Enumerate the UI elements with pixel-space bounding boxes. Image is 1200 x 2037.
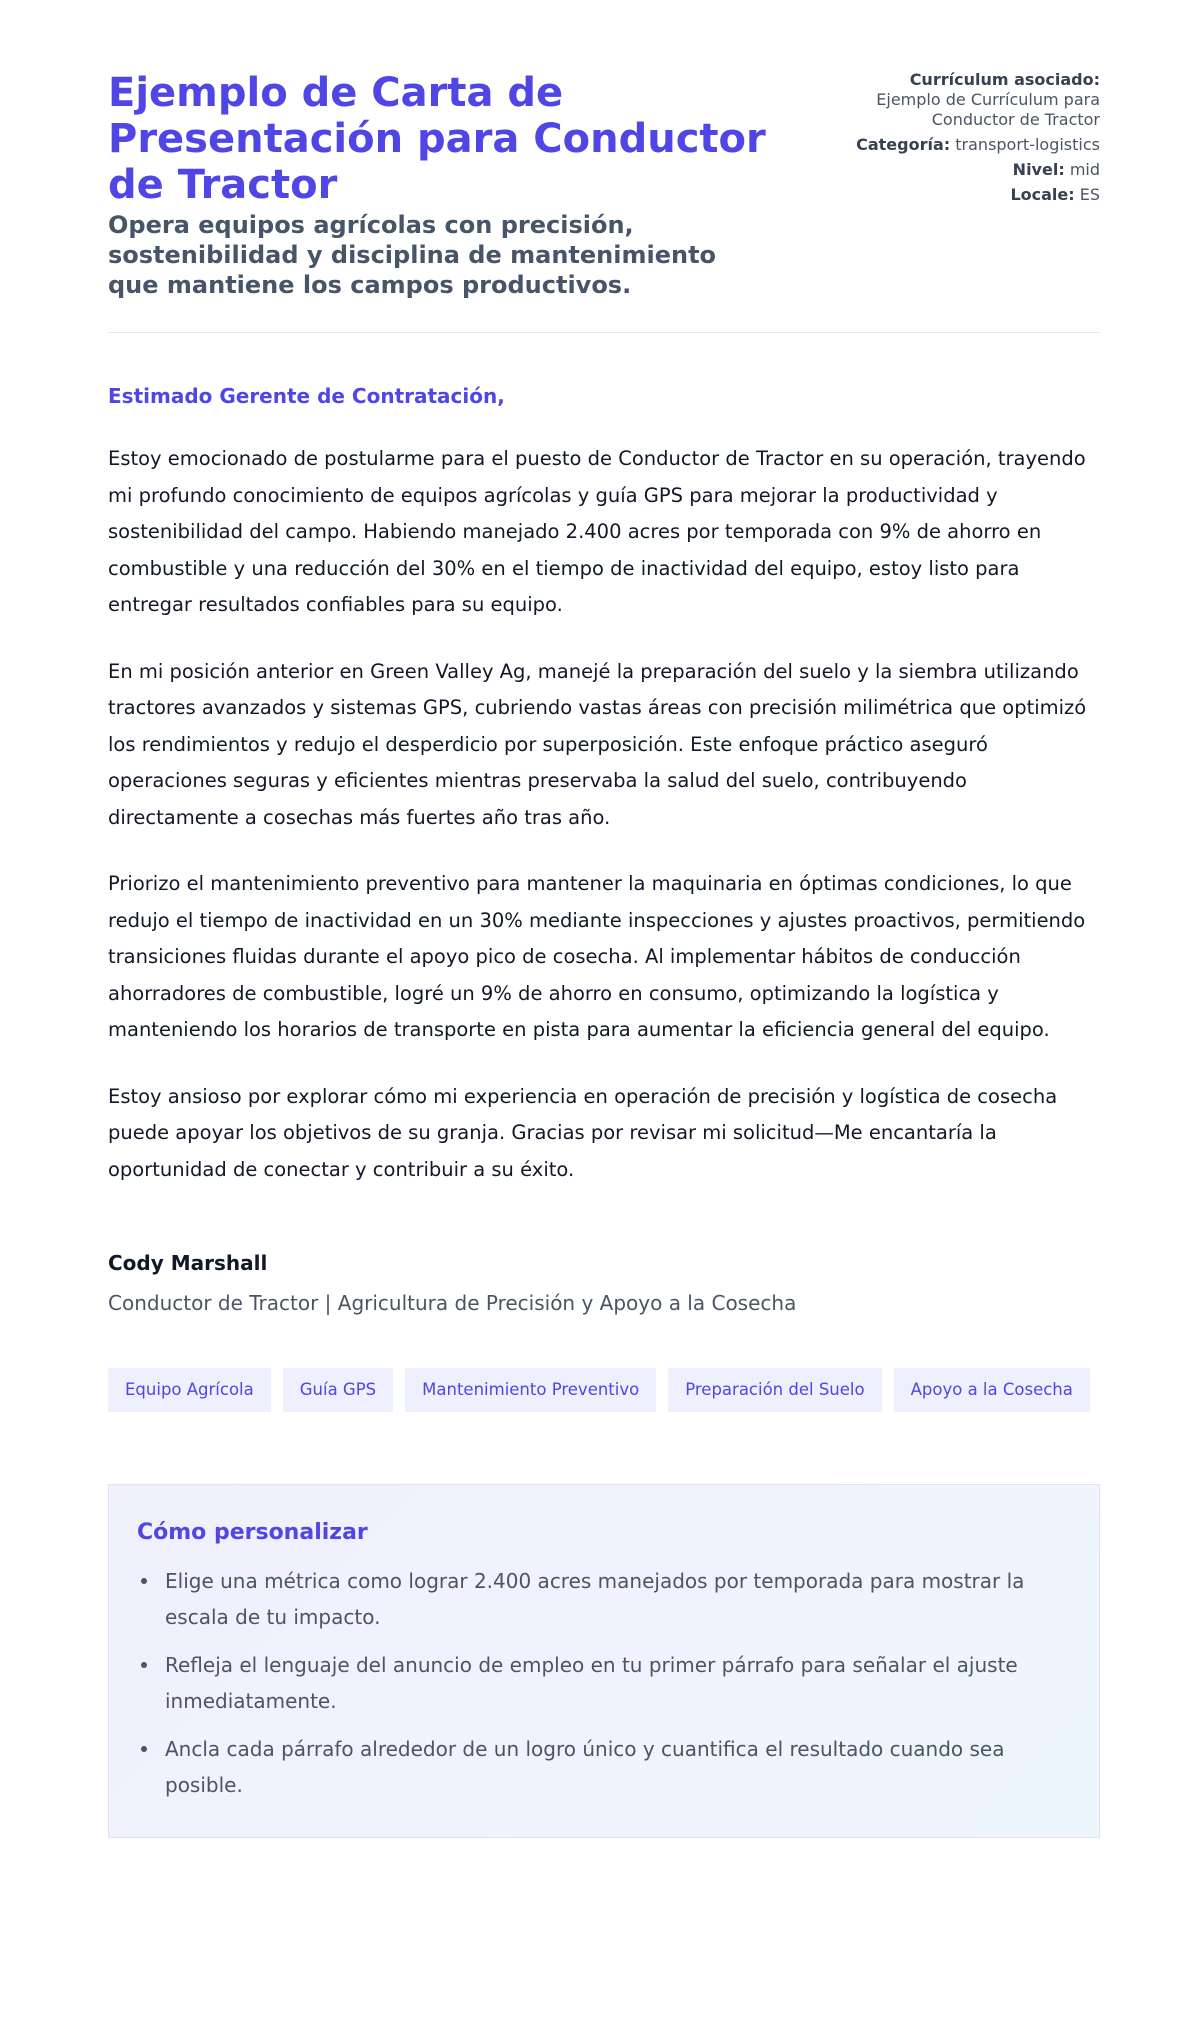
header [108, 0, 1100, 333]
meta-category-value: transport-logistics [955, 135, 1100, 154]
meta-category-label: Categoría: [856, 135, 951, 154]
letter-body [108, 383, 1100, 1316]
tips-list [137, 1563, 1071, 1803]
meta-level-value: mid [1069, 160, 1100, 179]
cover-letter [108, 0, 1100, 1838]
meta-panel [840, 70, 1100, 332]
signature-name: Cody Marshall [108, 1251, 268, 1275]
header-left [108, 70, 768, 332]
letter-greeting: Estimado Gerente de Contratación, [108, 384, 505, 408]
meta-resume [840, 70, 1100, 130]
meta-locale-value: ES [1079, 185, 1100, 204]
skill-tags [108, 1368, 1100, 1412]
letter-paragraph-4: Estoy ansioso por explorar cómo mi experiencia en operación de precisión y logística de cosecha puede apoyar los objetivos de su granja. Gracias por revisar mi solicitud—Me encantaría la oportunidad de conectar y contribuir a su éxito. [108, 1084, 1058, 1181]
letter-paragraph-2: En mi posición anterior en Green Valley Ag, manejé la preparación del suelo y la siembra utilizando tractores avanzados y sistemas GPS, cubriendo vastas áreas con precisión milimétrica que optimizó los rendimientos y redujo el desperdicio por superposición. Este enfoque práctico aseguró operaciones seguras y eficientes mientras preservaba la salud del suelo, contribuyendo directamente a cosechas más fuertes año tras año. [108, 659, 1087, 829]
meta-locale [840, 185, 1100, 205]
meta-category [840, 135, 1100, 155]
tips-title: Cómo personalizar [137, 1520, 368, 1545]
page-title: Ejemplo de Carta de Presentación para Conductor de Tractor [108, 70, 766, 208]
tips-item: Refleja el lenguaje del anuncio de empleo en tu primer párrafo para señalar el ajuste inmediatamente. [137, 1647, 1071, 1719]
meta-locale-label: Locale: [1010, 185, 1075, 204]
meta-level [840, 160, 1100, 180]
skill-tag: Mantenimiento Preventivo [405, 1368, 656, 1412]
page-subtitle: Opera equipos agrícolas con precisión, sostenibilidad y disciplina de mantenimiento que mantiene los campos productivos. [108, 211, 717, 299]
tips-item: Elige una métrica como lograr 2.400 acres manejados por temporada para mostrar la escala de tu impacto. [137, 1563, 1071, 1635]
skill-tag: Preparación del Suelo [668, 1368, 881, 1412]
skill-tag: Guía GPS [283, 1368, 393, 1412]
letter-paragraph-1: Estoy emocionado de postularme para el puesto de Conductor de Tractor en su operación, trayendo mi profundo conocimiento de equipos agrícolas y guía GPS para mejorar la productividad y sostenibilidad del campo. Habiendo manejado 2.400 acres por temporada con 9% de ahorro en combustible y una reducción del 30% en el tiempo de inactividad del equipo, estoy listo para entregar resultados confiables para su equipo. [108, 447, 1086, 616]
customization-tips [108, 1484, 1100, 1838]
meta-resume-label: Currículum asociado: [909, 70, 1100, 89]
meta-level-label: Nivel: [1012, 160, 1065, 179]
tips-item: Ancla cada párrafo alrededor de un logro único y cuantifica el resultado cuando sea posible. [137, 1731, 1071, 1803]
meta-resume-link[interactable]: Ejemplo de Currículum para Conductor de Tractor [876, 90, 1100, 129]
skill-tag: Equipo Agrícola [108, 1368, 271, 1412]
letter-paragraph-3: Priorizo el mantenimiento preventivo para mantener la maquinaria en óptimas condiciones, lo que redujo el tiempo de inactividad en un 30% mediante inspecciones y ajustes proactivos, permitiendo transiciones fluidas durante el apoyo pico de cosecha. Al implementar hábitos de conducción ahorradores de combustible, logré un 9% de ahorro en consumo, optimizando la logística y manteniendo los horarios de transporte en pista para aumentar la eficiencia general del equipo. [108, 872, 1086, 1041]
signature-role: Conductor de Tractor | Agricultura de Precisión y Apoyo a la Cosecha [108, 1291, 797, 1315]
skill-tag: Apoyo a la Cosecha [894, 1368, 1090, 1412]
